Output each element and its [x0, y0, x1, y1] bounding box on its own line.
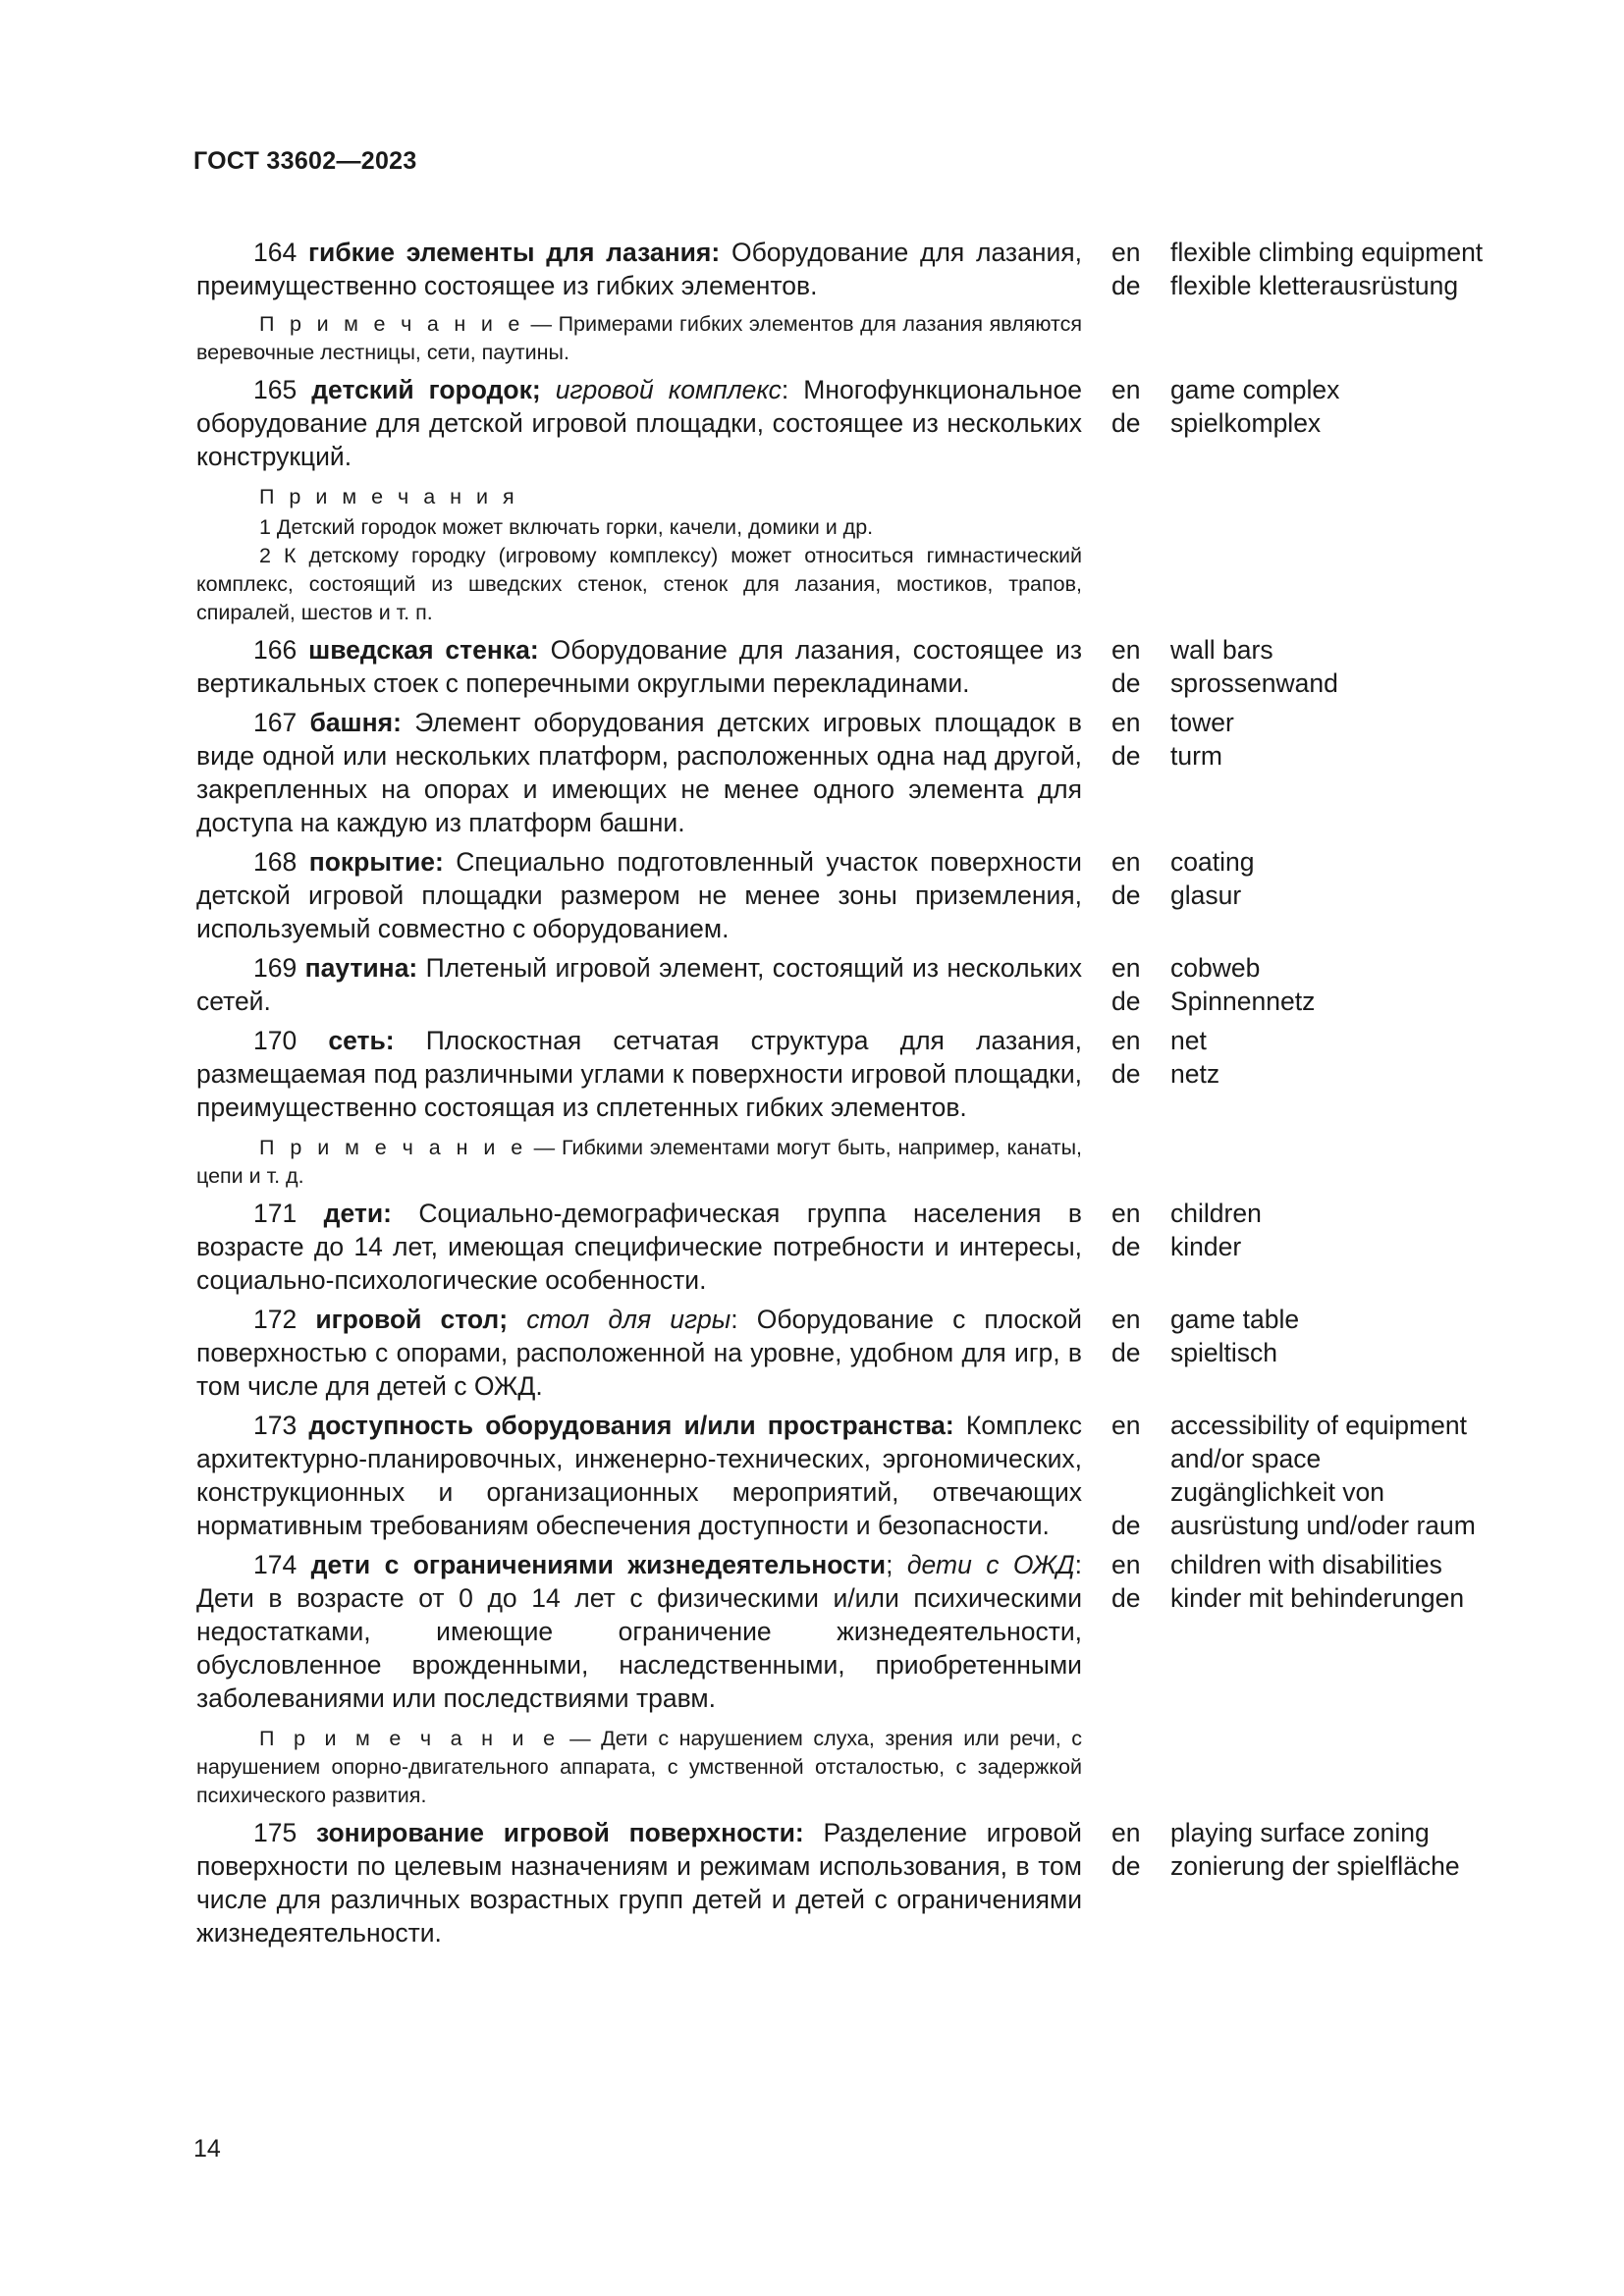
equivalent-term: accessibility of equipment and/or space: [1170, 1411, 1467, 1473]
term-name: дети с ограничениями жизнедеятельности: [310, 1550, 887, 1579]
term-definition: [196, 236, 1082, 302]
term-entry: [196, 373, 1512, 473]
term-number: 169: [253, 953, 298, 983]
language-codes: [1111, 706, 1170, 773]
term-name: зонирование игровой поверхности:: [315, 1818, 804, 1847]
document-header: ГОСТ 33602—2023: [193, 147, 417, 175]
term-equivalents: [1170, 236, 1512, 302]
note-label: П р и м е ч а н и е: [259, 312, 524, 336]
equivalent-term: playing surface zoning: [1170, 1818, 1430, 1847]
term-entry: [196, 1197, 1512, 1297]
language-code: en: [1111, 238, 1141, 267]
language-code: en: [1111, 1550, 1141, 1579]
equivalent-term: zonierung der spielfläche: [1170, 1851, 1460, 1881]
language-code: de: [1111, 1059, 1141, 1089]
language-code: de: [1111, 408, 1141, 438]
term-equivalents: [1170, 951, 1512, 1018]
language-code: en: [1111, 1026, 1141, 1055]
language-code: en: [1111, 953, 1141, 983]
page-number: 14: [193, 2135, 221, 2163]
term-number: 171: [253, 1199, 298, 1228]
language-codes: [1111, 1303, 1170, 1369]
term-entry: [196, 633, 1512, 700]
equivalent-term: children with disabilities: [1170, 1550, 1442, 1579]
language-code: de: [1111, 881, 1141, 910]
term-number: 172: [253, 1305, 298, 1334]
definition-text: Комплекс архитектурно-планировочных, инженерно-технических, эргономических, конструкционных и организационных мероприятий, отвечающих нормативным требованиям обеспечения доступности и безопасности.: [196, 1411, 1082, 1540]
definition-text: Разделение игровой поверхности по целевым назначениям и режимам использования, в том числе для различных возрастных групп детей и детей с ограничениями жизнедеятельности.: [196, 1818, 1082, 1948]
definition-text: Оборудование для лазания, преимущественно состоящее из гибких элементов.: [196, 238, 1082, 300]
term-definition: [196, 706, 1082, 839]
term-definition: [196, 1197, 1082, 1297]
term-equivalents: [1170, 1816, 1512, 1883]
language-code: de: [1111, 271, 1141, 300]
term-name: гибкие элементы для лазания:: [307, 238, 721, 267]
equivalent-term: children: [1170, 1199, 1262, 1228]
note-block: [196, 1725, 1082, 1810]
term-entry: [196, 1409, 1512, 1542]
term-number: 166: [253, 635, 298, 665]
language-code: en: [1111, 375, 1141, 404]
equivalent-term: tower: [1170, 708, 1234, 737]
term-name: паутина:: [304, 953, 418, 983]
term-equivalents: [1170, 845, 1512, 912]
note-body: Гибкими элементами могут быть, например, канаты, цепи и т. д.: [196, 1136, 1082, 1188]
note-label: П р и м е ч а н и е: [259, 1727, 560, 1750]
language-codes: [1111, 373, 1170, 440]
language-code: de: [1111, 1851, 1141, 1881]
language-codes: [1111, 633, 1170, 700]
definition-text: Оборудование с плоской поверхностью с опорами, расположенной на уровне, удобном для игр, в том числе для детей с ОЖД.: [196, 1305, 1082, 1401]
language-codes: [1111, 236, 1170, 302]
language-code: de: [1111, 1511, 1141, 1540]
equivalent-term: glasur: [1170, 881, 1242, 910]
term-definition: [196, 1409, 1082, 1542]
term-equivalents: [1170, 1024, 1512, 1091]
term-number: 168: [253, 847, 298, 877]
term-name: сеть:: [328, 1026, 395, 1055]
notes-block: [196, 483, 1082, 627]
term-equivalents: [1170, 1303, 1512, 1369]
term-entry: [196, 236, 1512, 302]
term-equivalents: [1170, 373, 1512, 440]
language-code: de: [1111, 741, 1141, 771]
note-item: 2 К детскому городку (игровому комплексу) может относиться гимнастический комплекс, состоящий из шведских стенок, стенок для лазания, мостиков, трапов, спиралей, шестов и т. п.: [196, 544, 1082, 624]
term-definition: [196, 951, 1082, 1018]
term-number: 164: [253, 238, 298, 267]
term-entry: [196, 1303, 1512, 1403]
terms-list: [196, 236, 1512, 1949]
term-number: 175: [253, 1818, 298, 1847]
equivalent-term: netz: [1170, 1059, 1220, 1089]
note-text: П р и м е ч а н и е — Дети с нарушением слуха, зрения или речи, с нарушением опорно-двигательного аппарата, с умственной отсталостью, с задержкой психического развития.: [196, 1727, 1082, 1807]
term-equivalents: [1170, 1409, 1512, 1542]
term-definition: 165 детский городок; игровой комплекс: Многофункциональное оборудование для детской игровой площадки, состоящее из нескольких конструкций.: [196, 375, 1082, 471]
language-codes: [1111, 1197, 1170, 1263]
term-name: доступность оборудования и/или пространства:: [308, 1411, 954, 1440]
term-name: дети:: [323, 1199, 392, 1228]
note-text: П р и м е ч а н и е — Гибкими элементами могут быть, например, канаты, цепи и т. д.: [196, 1136, 1082, 1188]
term-equivalents: [1170, 1548, 1512, 1615]
term-entry: [196, 845, 1512, 945]
language-code: en: [1111, 1199, 1141, 1228]
language-code: en: [1111, 708, 1141, 737]
term-name: игровой стол;: [315, 1305, 509, 1334]
note-block: [196, 310, 1082, 367]
equivalent-term: cobweb: [1170, 953, 1261, 983]
note-label: П р и м е ч а н и е: [259, 1136, 527, 1159]
equivalent-term: net: [1170, 1026, 1207, 1055]
term-equivalents: [1170, 1197, 1512, 1263]
term-number: 174: [253, 1550, 298, 1579]
equivalent-term: wall bars: [1170, 635, 1273, 665]
equivalent-term: kinder: [1170, 1232, 1242, 1261]
language-codes: [1111, 845, 1170, 912]
language-codes: [1111, 1816, 1170, 1883]
definition-text: Элемент оборудования детских игровых площадок в виде одной или нескольких платформ, расположенных одна над другой, закрепленных на опорах и имеющих не менее одного элемента для доступа на каждую из платформ башни.: [196, 708, 1082, 837]
note-block: [196, 1134, 1082, 1191]
term-definition: [196, 633, 1082, 700]
term-number: 167: [253, 708, 298, 737]
definition-text: Плоскостная сетчатая структура для лазания, размещаемая под различными углами к поверхности игровой площадки, преимущественно состоящая из сплетенных гибких элементов.: [196, 1026, 1082, 1122]
definition-text: Оборудование для лазания, состоящее из вертикальных стоек с поперечными округлыми перекладинами.: [196, 635, 1082, 698]
language-code: en: [1111, 847, 1141, 877]
equivalent-term: spieltisch: [1170, 1338, 1277, 1367]
term-number: 165: [253, 375, 298, 404]
note-item: 1 Детский городок может включать горки, качели, домики и др.: [259, 515, 874, 539]
equivalent-term: sprossenwand: [1170, 668, 1338, 698]
equivalent-term: game table: [1170, 1305, 1300, 1334]
term-name: детский городок;: [311, 375, 541, 404]
note-body: Примерами гибких элементов для лазания являются веревочные лестницы, сети, паутины.: [196, 312, 1083, 364]
definition-text: Многофункциональное оборудование для детской игровой площадки, состоящее из нескольких конструкций.: [196, 375, 1082, 471]
notes-label: П р и м е ч а н и я: [259, 485, 519, 508]
language-codes: [1111, 1409, 1170, 1542]
term-definition: [196, 1816, 1082, 1949]
term-definition: 174 дети с ограничениями жизнедеятельности; дети с ОЖД: Дети в возрасте от 0 до 14 лет с физическими и/или психическими недостатками, имеющие ограничение жизнедеятельности, обусловленное врожденными, наследственными, приобретенными заболеваниями или последствиями травм.: [196, 1550, 1082, 1713]
term-equivalents: [1170, 633, 1512, 700]
equivalent-term: flexible climbing equipment: [1170, 238, 1484, 267]
language-code: de: [1111, 1583, 1141, 1613]
equivalent-term: kinder mit behinderungen: [1170, 1583, 1465, 1613]
equivalent-term: turm: [1170, 741, 1222, 771]
term-entry: [196, 706, 1512, 839]
language-code: de: [1111, 1338, 1141, 1367]
language-code: en: [1111, 1818, 1141, 1847]
language-code: de: [1111, 1232, 1141, 1261]
definition-text: Социально-демографическая группа населения в возрасте до 14 лет, имеющая специфические потребности и интересы, социально-психологические особенности.: [196, 1199, 1082, 1295]
language-code: de: [1111, 668, 1141, 698]
term-name: покрытие:: [308, 847, 444, 877]
term-entry: [196, 1816, 1512, 1949]
term-entry: [196, 1024, 1512, 1124]
term-definition: [196, 845, 1082, 945]
definition-text: Специально подготовленный участок поверхности детской игровой площадки размером не менее зоны приземления, используемый совместно с оборудованием.: [196, 847, 1082, 943]
term-number: 173: [253, 1411, 298, 1440]
equivalent-term: game complex: [1170, 375, 1340, 404]
language-code: en: [1111, 1411, 1141, 1440]
language-code: de: [1111, 987, 1141, 1016]
term-synonym: стол для игры: [526, 1305, 731, 1334]
term-number: 170: [253, 1026, 298, 1055]
language-code: en: [1111, 1305, 1141, 1334]
term-name: башня:: [309, 708, 402, 737]
term-synonym: игровой комплекс: [555, 375, 782, 404]
term-entry: [196, 951, 1512, 1018]
note-body: Дети с нарушением слуха, зрения или речи, с нарушением опорно-двигательного аппарата, с умственной отсталостью, с задержкой психического развития.: [196, 1727, 1082, 1807]
definition-text: Плетеный игровой элемент, состоящий из нескольких сетей.: [196, 953, 1082, 1016]
language-code: en: [1111, 635, 1141, 665]
term-definition: [196, 1024, 1082, 1124]
language-codes: [1111, 1024, 1170, 1091]
note-text: П р и м е ч а н и е — Примерами гибких элементов для лазания являются веревочные лестницы, сети, паутины.: [196, 312, 1083, 364]
language-codes: [1111, 951, 1170, 1018]
equivalent-term: coating: [1170, 847, 1255, 877]
term-entry: [196, 1548, 1512, 1715]
term-definition: 172 игровой стол; стол для игры: Оборудование с плоской поверхностью с опорами, расположенной на уровне, удобном для игр, в том числе для детей с ОЖД.: [196, 1305, 1082, 1401]
equivalent-term: spielkomplex: [1170, 408, 1322, 438]
term-equivalents: [1170, 706, 1512, 773]
equivalent-term: flexible kletterausrüstung: [1170, 271, 1459, 300]
language-codes: [1111, 1548, 1170, 1615]
equivalent-term: zugänglichkeit von ausrüstung und/oder raum: [1170, 1477, 1476, 1540]
term-name: шведская стенка:: [308, 635, 539, 665]
equivalent-term: Spinnennetz: [1170, 987, 1316, 1016]
definition-text: Дети в возрасте от 0 до 14 лет с физическими и/или психическими недостатками, имеющие ограничение жизнедеятельности, обусловленное врожденными, наследственными, приобретенными заболеваниями или последствиями травм.: [196, 1583, 1082, 1713]
term-synonym: дети с ОЖД: [906, 1550, 1075, 1579]
